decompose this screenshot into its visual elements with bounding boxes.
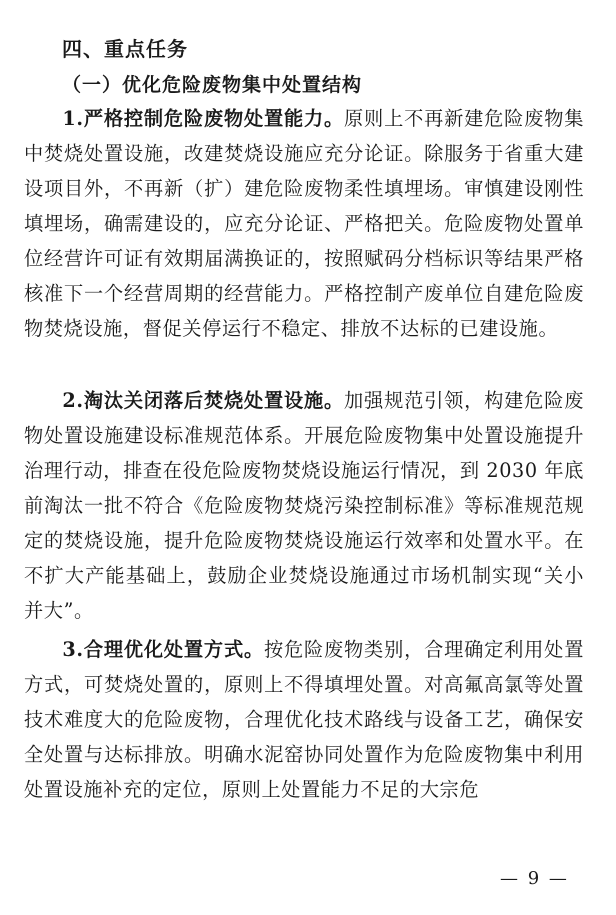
- paragraph-2-lead: 2.淘汰关闭落后焚烧处置设施。: [62, 389, 345, 412]
- paragraph-2: [24, 383, 584, 628]
- section-heading: 四、重点任务: [62, 37, 188, 61]
- paragraph-1: [24, 101, 584, 346]
- paragraph-3-lead: 3.合理优化处置方式。: [62, 638, 264, 661]
- paragraph-1-lead: 1.严格控制危险废物处置能力。: [62, 107, 345, 130]
- sub-heading: （一）优化危险废物集中处置结构: [62, 74, 363, 96]
- paragraph-3: [24, 632, 584, 807]
- paragraph-3-text: 按危险废物类别，合理确定利用处置方式，可焚烧处置的，原则上不得填埋处置。对高氟高氯等处置技术难度大的危险废物，合理优化技术路线与设备工艺，确保安全处置与达标排放。明确水泥窑协同处置作为危险废物集中利用处置设施补充的定位，原则上处置能力不足的大宗危: [24, 638, 584, 801]
- page-number: — 9 —: [500, 868, 569, 889]
- paragraph-1-text: 原则上不再新建危险废物集中焚烧处置设施，改建焚烧设施应充分论证。除服务于省重大建设项目外，不再新（扩）建危险废物柔性填埋场。审慎建设刚性填埋场，确需建设的，应充分论证、严格把关。危险废物处置单位经营许可证有效期届满换证的，按照赋码分档标识等结果严格核准下一个经营周期的经营能力。严格控制产废单位自建危险废物焚烧设施，督促关停运行不稳定、排放不达标的已建设施。: [24, 107, 584, 340]
- paragraph-2-text: 加强规范引领，构建危险废物处置设施建设标准规范体系。开展危险废物集中处置设施提升治理行动，排查在役危险废物焚烧设施运行情况，到 2030 年底前淘汰一批不符合《危险废物焚烧污染控制标准》等标准规范规定的焚烧设施，提升危险废物焚烧设施运行效率和处置水平。在不扩大产能基础上，鼓励企业焚烧设施通过市场机制实现“关小并大”。: [24, 389, 584, 622]
